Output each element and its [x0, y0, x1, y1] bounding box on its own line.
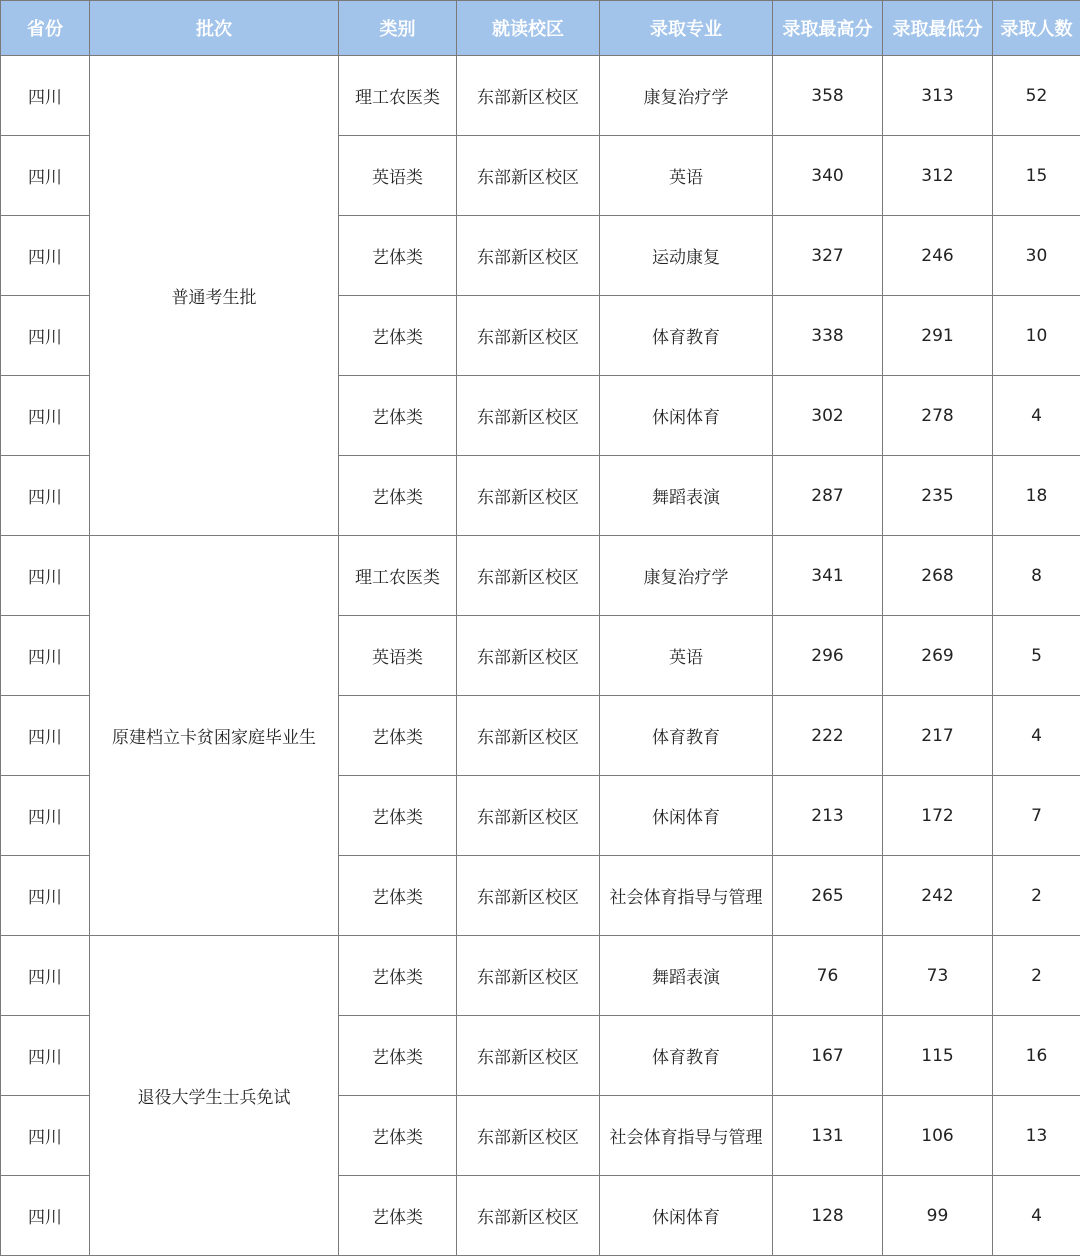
cell-max-score: 128 [773, 1176, 883, 1256]
cell-min-score: 217 [883, 696, 993, 776]
cell-campus: 东部新区校区 [457, 1176, 600, 1256]
cell-major: 舞蹈表演 [600, 456, 773, 536]
cell-major: 运动康复 [600, 216, 773, 296]
cell-count: 13 [993, 1096, 1080, 1176]
cell-major: 舞蹈表演 [600, 936, 773, 1016]
cell-campus: 东部新区校区 [457, 136, 600, 216]
cell-max-score: 76 [773, 936, 883, 1016]
cell-campus: 东部新区校区 [457, 936, 600, 1016]
cell-campus: 东部新区校区 [457, 296, 600, 376]
cell-major: 休闲体育 [600, 776, 773, 856]
cell-campus: 东部新区校区 [457, 56, 600, 136]
cell-count: 10 [993, 296, 1080, 376]
cell-province: 四川 [1, 696, 90, 776]
table-row [1, 536, 1080, 616]
cell-max-score: 327 [773, 216, 883, 296]
cell-min-score: 312 [883, 136, 993, 216]
cell-category: 艺体类 [339, 936, 457, 1016]
cell-major: 休闲体育 [600, 1176, 773, 1256]
cell-count: 5 [993, 616, 1080, 696]
header-campus: 就读校区 [457, 1, 600, 56]
cell-category: 艺体类 [339, 1096, 457, 1176]
cell-campus: 东部新区校区 [457, 536, 600, 616]
cell-major: 社会体育指导与管理 [600, 1096, 773, 1176]
cell-max-score: 167 [773, 1016, 883, 1096]
cell-max-score: 340 [773, 136, 883, 216]
cell-province: 四川 [1, 1096, 90, 1176]
cell-campus: 东部新区校区 [457, 1096, 600, 1176]
cell-category: 艺体类 [339, 456, 457, 536]
cell-province: 四川 [1, 936, 90, 1016]
cell-min-score: 99 [883, 1176, 993, 1256]
cell-province: 四川 [1, 216, 90, 296]
cell-category: 艺体类 [339, 696, 457, 776]
cell-province: 四川 [1, 376, 90, 456]
table-header [1, 1, 1080, 56]
header-min-score: 录取最低分 [883, 1, 993, 56]
cell-max-score: 265 [773, 856, 883, 936]
cell-min-score: 106 [883, 1096, 993, 1176]
cell-category: 理工农医类 [339, 536, 457, 616]
cell-category: 艺体类 [339, 216, 457, 296]
cell-min-score: 242 [883, 856, 993, 936]
cell-major: 体育教育 [600, 296, 773, 376]
cell-category: 艺体类 [339, 1016, 457, 1096]
cell-min-score: 172 [883, 776, 993, 856]
cell-min-score: 73 [883, 936, 993, 1016]
cell-province: 四川 [1, 56, 90, 136]
cell-count: 4 [993, 696, 1080, 776]
cell-min-score: 268 [883, 536, 993, 616]
cell-major: 康复治疗学 [600, 56, 773, 136]
table-body [1, 56, 1080, 1256]
cell-campus: 东部新区校区 [457, 376, 600, 456]
cell-max-score: 296 [773, 616, 883, 696]
cell-count: 8 [993, 536, 1080, 616]
cell-batch: 普通考生批 [90, 56, 339, 536]
cell-max-score: 213 [773, 776, 883, 856]
cell-category: 理工农医类 [339, 56, 457, 136]
cell-batch: 原建档立卡贫困家庭毕业生 [90, 536, 339, 936]
cell-major: 社会体育指导与管理 [600, 856, 773, 936]
table-row [1, 936, 1080, 1016]
cell-min-score: 269 [883, 616, 993, 696]
cell-count: 30 [993, 216, 1080, 296]
cell-category: 艺体类 [339, 856, 457, 936]
cell-min-score: 115 [883, 1016, 993, 1096]
cell-campus: 东部新区校区 [457, 216, 600, 296]
cell-max-score: 338 [773, 296, 883, 376]
cell-province: 四川 [1, 616, 90, 696]
header-province: 省份 [1, 1, 90, 56]
cell-max-score: 302 [773, 376, 883, 456]
cell-min-score: 246 [883, 216, 993, 296]
header-category: 类别 [339, 1, 457, 56]
cell-count: 16 [993, 1016, 1080, 1096]
header-max-score: 录取最高分 [773, 1, 883, 56]
cell-major: 英语 [600, 136, 773, 216]
cell-campus: 东部新区校区 [457, 856, 600, 936]
cell-major: 休闲体育 [600, 376, 773, 456]
cell-province: 四川 [1, 776, 90, 856]
cell-campus: 东部新区校区 [457, 616, 600, 696]
cell-major: 体育教育 [600, 1016, 773, 1096]
cell-province: 四川 [1, 136, 90, 216]
cell-province: 四川 [1, 1176, 90, 1256]
cell-category: 艺体类 [339, 376, 457, 456]
cell-category: 艺体类 [339, 1176, 457, 1256]
cell-min-score: 291 [883, 296, 993, 376]
cell-max-score: 222 [773, 696, 883, 776]
cell-province: 四川 [1, 456, 90, 536]
cell-min-score: 313 [883, 56, 993, 136]
cell-category: 英语类 [339, 136, 457, 216]
cell-max-score: 287 [773, 456, 883, 536]
cell-max-score: 341 [773, 536, 883, 616]
cell-province: 四川 [1, 536, 90, 616]
cell-major: 康复治疗学 [600, 536, 773, 616]
cell-count: 2 [993, 936, 1080, 1016]
cell-max-score: 358 [773, 56, 883, 136]
header-major: 录取专业 [600, 1, 773, 56]
header-batch: 批次 [90, 1, 339, 56]
cell-campus: 东部新区校区 [457, 776, 600, 856]
table-row [1, 56, 1080, 136]
cell-category: 艺体类 [339, 296, 457, 376]
header-count: 录取人数 [993, 1, 1080, 56]
cell-count: 15 [993, 136, 1080, 216]
cell-count: 7 [993, 776, 1080, 856]
header-row [1, 1, 1080, 56]
cell-count: 4 [993, 1176, 1080, 1256]
cell-province: 四川 [1, 296, 90, 376]
cell-min-score: 235 [883, 456, 993, 536]
cell-major: 体育教育 [600, 696, 773, 776]
cell-category: 艺体类 [339, 776, 457, 856]
cell-min-score: 278 [883, 376, 993, 456]
cell-major: 英语 [600, 616, 773, 696]
cell-campus: 东部新区校区 [457, 696, 600, 776]
cell-max-score: 131 [773, 1096, 883, 1176]
cell-campus: 东部新区校区 [457, 456, 600, 536]
cell-count: 18 [993, 456, 1080, 536]
cell-count: 4 [993, 376, 1080, 456]
cell-count: 2 [993, 856, 1080, 936]
cell-campus: 东部新区校区 [457, 1016, 600, 1096]
cell-category: 英语类 [339, 616, 457, 696]
cell-province: 四川 [1, 856, 90, 936]
cell-count: 52 [993, 56, 1080, 136]
cell-batch: 退役大学生士兵免试 [90, 936, 339, 1256]
cell-province: 四川 [1, 1016, 90, 1096]
